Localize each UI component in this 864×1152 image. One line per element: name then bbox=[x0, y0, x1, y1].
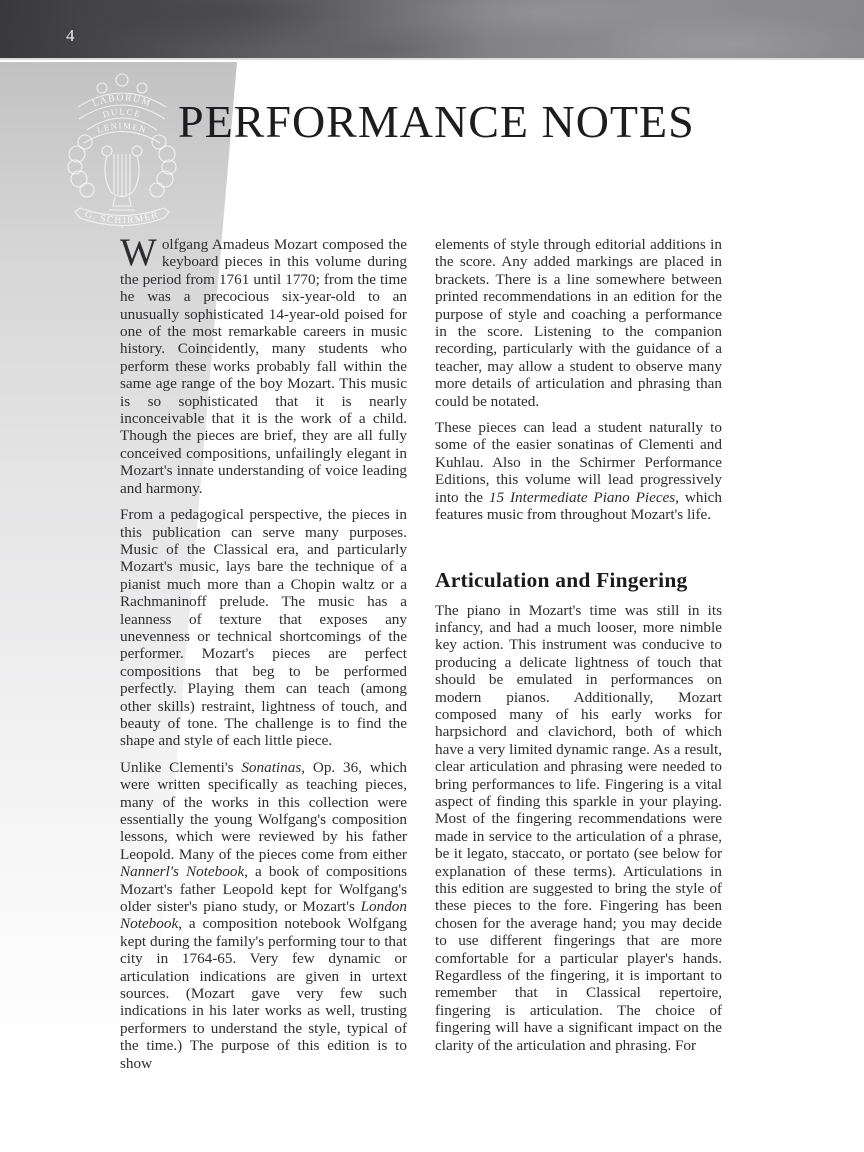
emblem-motto-laborum: LABORUM bbox=[91, 93, 153, 110]
emblem-publisher-name: G. SCHIRMER bbox=[83, 210, 161, 227]
paragraph-editorial: elements of style through editorial additions in the score. Any added markings are placed in brackets. There is a line somewhere between printed recommendations in an edition for the purpose of style and coaching a performance in the score. Listening to the companion recording, particularly with the guidance of a teacher, may allow a student to observe many more details of articulation and phrasing than could be notated. bbox=[435, 236, 722, 410]
paragraph-intro bbox=[120, 231, 407, 497]
drop-cap: W bbox=[120, 231, 157, 274]
emblem-motto-lenimen: LENIMEN bbox=[95, 120, 149, 135]
page-number: 4 bbox=[66, 26, 75, 45]
paragraph-intro-text: olfgang Amadeus Mozart composed the keyboard pieces in this volume during the period from 1761 until 1770; from the time he was a precocious six-year-old to an unusually sophisticated 14-year-old poised for one of the most remarkable careers in music history. Coincidently, many students who perform these works probably fall within the same age range of the boy Mozart. This music is so sophisticated that it is nearly inconceivable that it is the work of a child. Though the pieces are brief, they are all fully conceived compositions, unfailingly elegant in Mozart's innate understanding of voice leading and harmony. bbox=[120, 236, 407, 497]
top-banner bbox=[0, 0, 864, 60]
paragraph-notebooks: Unlike Clementi's Sonatinas, Op. 36, which were written specifically as teaching pieces, many of the works in this collection were essentially the young Wolfgang's composition lessons, which were reviewed by his father Leopold. Many of the pieces come from either Nannerl's Notebook, a book of compositions Mozart's father Leopold kept for Wolfgang's older sister's piano study, or Mozart's London Notebook, a composition notebook Wolfgang kept during the family's performing tour to that city in 1764-65. Very few dynamic or articulation indications are given in urtext sources. (Mozart gave very few such indications in his later works as well, trusting performers to understand the style, typical of the time.) The purpose of this edition is to show bbox=[120, 758, 407, 1072]
page-title: PERFORMANCE NOTES bbox=[178, 96, 695, 147]
section-heading-articulation-and-fingering: Articulation and Fingering bbox=[435, 567, 688, 592]
crest-icon bbox=[56, 64, 188, 230]
emblem-motto-dulce: DULCE bbox=[101, 106, 143, 120]
right-column bbox=[435, 236, 722, 1072]
paragraph-articulation: The piano in Mozart's time was still in its infancy, and had a much looser, more nimble key action. This instrument was conducive to producing a delicate lightness of touch that should be emulated in performances on modern pianos. Additionally, Mozart composed many of his early works for harpsichord and clavichord, both of which have a very limited dynamic range. As a result, clear articulation and phrasing were needed to bring performances to life. Fingering is a vital aspect of finding this sparkle in your playing. Most of the fingering recommendations were made in service to the articulation of a phrase, be it legato, staccato, or portato (see below for explanation of these terms). Articulations in this edition are suggested to bring the style of these pieces to the fore. Fingering has been chosen for the average hand; you may decide to use different fingerings that are more comfortable for a particular player's hands. Regardless of the fingering, it is important to remember that in Classical repertoire, fingering is articulation. The choice of fingering will have a significant impact on the clarity of the articulation and phrasing. For bbox=[435, 601, 722, 1054]
performance-notes-body bbox=[120, 231, 722, 1072]
paragraph-progression: These pieces can lead a student naturally to some of the easier sonatinas of Clementi and Kuhlau. Also in the Schirmer Performance Editions, this volume will lead progressively into the 15 Intermediate Piano Pieces, which features music from throughout Mozart's life. bbox=[435, 419, 722, 524]
paragraph-pedagogical: From a pedagogical perspective, the pieces in this publication can serve many purposes. Music of the Classical era, and particularly Mozart's music, lays bare the technique of a pianist much more than a Chopin waltz or a Rachmaninoff prelude. The music has a leanness of texture that exposes any unevenness or technical shortcomings of the performer. Mozart's pieces are perfect compositions that beg to be performed perfectly. Playing them can teach (among other skills) restraint, lightness of touch, and beauty of tone. The challenge is to find the shape and style of each little piece. bbox=[120, 506, 407, 750]
left-column bbox=[120, 231, 407, 1072]
g-schirmer-crest-logo bbox=[56, 64, 188, 230]
